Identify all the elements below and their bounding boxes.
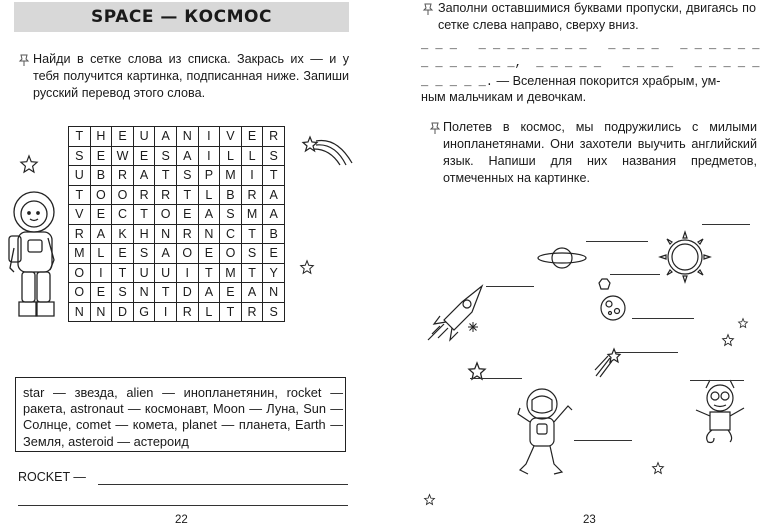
grid-cell[interactable]: E <box>90 283 112 303</box>
grid-cell[interactable]: W <box>112 146 134 166</box>
star-icon <box>652 462 664 474</box>
grid-cell[interactable]: O <box>176 244 198 264</box>
grid-cell[interactable]: S <box>241 244 263 264</box>
grid-cell[interactable]: A <box>155 244 177 264</box>
right-instruction-2: Полетев в космос, мы подружились с милыми инопланетянами. Они захотели выучить английский язык. Напиши для них названия предметов, отмеченных на картинке. <box>443 120 757 185</box>
grid-cell[interactable]: I <box>155 302 177 322</box>
grid-cell[interactable]: I <box>198 127 220 147</box>
asteroid-icon <box>597 277 611 291</box>
grid-row <box>69 166 285 186</box>
answer-line[interactable] <box>98 484 348 485</box>
grid-cell[interactable]: E <box>263 244 285 264</box>
astronaut-icon <box>510 384 574 476</box>
grid-cell[interactable]: D <box>112 302 134 322</box>
grid-cell[interactable]: G <box>133 302 155 322</box>
grid-cell[interactable]: U <box>69 166 91 186</box>
grid-cell[interactable]: M <box>220 166 242 186</box>
rocket-icon <box>424 282 486 344</box>
grid-cell[interactable]: N <box>263 283 285 303</box>
grid-cell[interactable]: A <box>176 146 198 166</box>
grid-cell[interactable]: O <box>69 283 91 303</box>
grid-cell[interactable]: R <box>263 127 285 147</box>
grid-cell[interactable]: N <box>176 127 198 147</box>
grid-cell[interactable]: Y <box>263 263 285 283</box>
grid-cell[interactable]: N <box>90 302 112 322</box>
grid-row <box>69 146 285 166</box>
page-number-left: 22 <box>175 514 188 526</box>
label-line-asteroid[interactable] <box>610 274 660 275</box>
grid-cell[interactable]: N <box>69 302 91 322</box>
grid-cell[interactable]: R <box>133 185 155 205</box>
grid-cell[interactable]: S <box>263 302 285 322</box>
grid-cell[interactable]: S <box>263 146 285 166</box>
grid-cell[interactable]: T <box>112 263 134 283</box>
grid-cell[interactable]: L <box>241 146 263 166</box>
grid-cell[interactable]: E <box>112 244 134 264</box>
comet-icon <box>302 135 354 167</box>
grid-row <box>69 244 285 264</box>
grid-row <box>69 263 285 283</box>
blank-line-3 <box>421 72 720 90</box>
grid-cell[interactable]: R <box>176 302 198 322</box>
grid-cell[interactable]: B <box>90 166 112 186</box>
grid-cell[interactable]: T <box>241 263 263 283</box>
grid-cell[interactable]: I <box>90 263 112 283</box>
blank-line-4-text: ным мальчикам и девочкам. <box>421 90 587 104</box>
grid-row <box>69 302 285 322</box>
page-number-right: 23 <box>583 514 596 526</box>
grid-cell[interactable]: R <box>155 185 177 205</box>
grid-cell[interactable]: B <box>263 224 285 244</box>
blank-line-3-text: — Вселенная покорится храбрым, ум- <box>493 74 721 88</box>
moon-icon <box>598 293 628 323</box>
left-instruction: Найди в сетке слова из списка. Закрась их — и у тебя получится картинка, подписанная ниже. Запиши русский перевод этого слова. <box>33 52 349 100</box>
grid-cell[interactable]: S <box>220 205 242 225</box>
grid-cell[interactable]: U <box>155 263 177 283</box>
grid-cell[interactable]: E <box>112 127 134 147</box>
grid-cell[interactable]: S <box>112 283 134 303</box>
grid-cell[interactable]: E <box>241 127 263 147</box>
label-line-planet[interactable] <box>586 241 648 242</box>
grid-cell[interactable]: A <box>155 127 177 147</box>
star-icon <box>468 322 478 332</box>
grid-cell[interactable]: H <box>133 224 155 244</box>
grid-cell[interactable]: I <box>176 263 198 283</box>
grid-cell[interactable]: L <box>90 244 112 264</box>
word-search-grid <box>68 126 285 322</box>
grid-row <box>69 185 285 205</box>
grid-cell[interactable]: H <box>90 127 112 147</box>
grid-cell[interactable]: A <box>198 283 220 303</box>
grid-cell[interactable]: R <box>176 224 198 244</box>
blank-line-3-blanks[interactable]: _ _ _ _ _. <box>421 75 494 89</box>
star-icon <box>20 155 38 173</box>
grid-cell[interactable]: E <box>176 205 198 225</box>
grid-cell[interactable]: M <box>241 205 263 225</box>
grid-cell[interactable]: L <box>198 302 220 322</box>
grid-cell[interactable]: U <box>133 127 155 147</box>
grid-cell[interactable]: T <box>220 302 242 322</box>
grid-cell[interactable]: O <box>69 263 91 283</box>
blank-line-1[interactable]: _ _ _ _ _ _ _ _ _ _ _ _ _ _ _ _ _ _ _ _ _ <box>421 38 760 52</box>
grid-row <box>69 283 285 303</box>
grid-cell[interactable]: O <box>90 185 112 205</box>
grid-cell[interactable]: T <box>241 224 263 244</box>
grid-cell[interactable]: R <box>112 166 134 186</box>
label-line-star[interactable] <box>574 440 632 441</box>
label-line-moon[interactable] <box>632 318 694 319</box>
grid-cell[interactable]: M <box>220 263 242 283</box>
grid-cell[interactable]: A <box>90 224 112 244</box>
grid-cell[interactable]: A <box>263 185 285 205</box>
page-title: SPACE — КОСМОС <box>91 7 272 27</box>
pushpin-icon <box>421 2 435 16</box>
grid-cell[interactable]: S <box>69 146 91 166</box>
label-line-comet[interactable] <box>616 352 678 353</box>
star-icon <box>722 334 734 346</box>
grid-cell[interactable]: A <box>198 205 220 225</box>
grid-cell[interactable]: D <box>176 283 198 303</box>
answer-line-2[interactable] <box>18 505 348 506</box>
grid-cell[interactable]: M <box>69 244 91 264</box>
grid-cell[interactable]: T <box>155 166 177 186</box>
grid-row <box>69 127 285 147</box>
grid-cell[interactable]: N <box>155 224 177 244</box>
word-list: star — звезда, alien — инопланетянин, rocket — ракета, astronaut — космонавт, Moon — Луна, Sun — Солнце, comet — комета, planet — планета, Earth — Земля, asteroid — астероид <box>23 385 343 449</box>
label-line-astronaut[interactable] <box>470 378 522 379</box>
grid-cell[interactable]: A <box>133 166 155 186</box>
grid-cell[interactable]: T <box>69 185 91 205</box>
answer-label: ROCKET — <box>18 470 86 484</box>
label-line-rocket[interactable] <box>486 286 534 287</box>
grid-cell[interactable]: R <box>241 302 263 322</box>
star-icon <box>738 318 748 328</box>
grid-cell[interactable]: S <box>133 244 155 264</box>
grid-cell[interactable]: L <box>198 185 220 205</box>
grid-cell[interactable]: C <box>112 205 134 225</box>
grid-cell[interactable]: N <box>133 283 155 303</box>
grid-cell[interactable]: A <box>241 283 263 303</box>
grid-cell[interactable]: E <box>133 146 155 166</box>
grid-cell[interactable]: I <box>198 146 220 166</box>
grid-cell[interactable]: R <box>69 224 91 244</box>
alien-icon <box>694 378 748 446</box>
grid-cell[interactable]: S <box>176 166 198 186</box>
grid-cell[interactable]: L <box>220 146 242 166</box>
grid-row <box>69 224 285 244</box>
grid-cell[interactable]: S <box>155 146 177 166</box>
blank-line-2[interactable]: _ _ _ _ _ _ _, _ _ _ _ _ _ _ _ _ _ _ _ _ _ <box>421 56 760 70</box>
sun-icon <box>656 228 714 286</box>
grid-cell[interactable]: E <box>90 146 112 166</box>
star-icon <box>424 494 435 505</box>
grid-cell[interactable]: T <box>263 166 285 186</box>
grid-cell[interactable]: T <box>176 185 198 205</box>
grid-cell[interactable]: E <box>198 244 220 264</box>
grid-cell[interactable]: T <box>155 283 177 303</box>
grid-cell[interactable]: P <box>198 166 220 186</box>
grid-cell[interactable]: C <box>220 224 242 244</box>
label-line-alien[interactable] <box>690 380 744 381</box>
astronaut-icon <box>4 188 58 328</box>
planet-icon <box>536 244 588 272</box>
pushpin-icon <box>428 121 442 135</box>
grid-cell[interactable]: V <box>69 205 91 225</box>
grid-cell[interactable]: K <box>112 224 134 244</box>
grid-cell[interactable]: O <box>220 244 242 264</box>
grid-cell[interactable]: U <box>133 263 155 283</box>
grid-cell[interactable]: E <box>220 283 242 303</box>
grid-row <box>69 205 285 225</box>
right-instruction-1: Заполни оставшимися буквами пропуски, двигаясь по сетке слева направо, сверху вниз. <box>438 1 756 32</box>
label-line-sun[interactable] <box>702 224 750 225</box>
grid-cell[interactable]: V <box>220 127 242 147</box>
grid-cell[interactable]: I <box>241 166 263 186</box>
grid-cell[interactable]: O <box>112 185 134 205</box>
star-icon <box>300 260 314 274</box>
grid-cell[interactable]: E <box>90 205 112 225</box>
grid-cell[interactable]: B <box>220 185 242 205</box>
grid-cell[interactable]: O <box>155 205 177 225</box>
pushpin-icon <box>17 53 31 67</box>
grid-cell[interactable]: R <box>241 185 263 205</box>
grid-cell[interactable]: N <box>198 224 220 244</box>
grid-cell[interactable]: A <box>263 205 285 225</box>
grid-cell[interactable]: T <box>133 205 155 225</box>
grid-cell[interactable]: T <box>198 263 220 283</box>
grid-cell[interactable]: T <box>69 127 91 147</box>
